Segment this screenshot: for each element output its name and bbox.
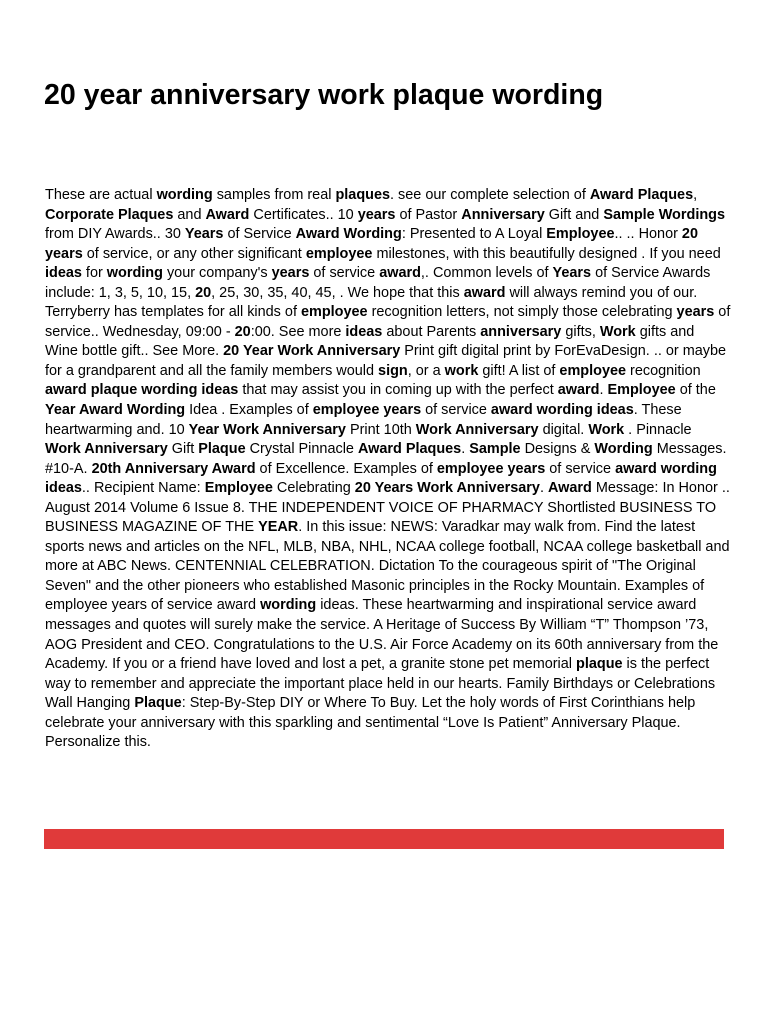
text-run: :00. See more — [250, 323, 346, 340]
text-run: Gift — [167, 441, 199, 458]
text-run: is the perfect way to remember and appreciate the important place held in our hearts. Family Birthdays or Celebrations Wall Hanging — [45, 656, 716, 712]
text-run: gift! A list of — [478, 362, 560, 379]
emphasized-keyword: YEAR — [258, 519, 299, 536]
text-run: for — [81, 265, 107, 282]
emphasized-keyword: Corporate Plaques — [45, 206, 174, 223]
emphasized-keyword: Wording — [594, 441, 653, 458]
text-run: gifts, — [561, 323, 600, 340]
text-run: Gift and — [544, 206, 604, 223]
text-run: will always remind you of our. Terryberry has templates for all kinds of — [45, 284, 698, 321]
text-run: Idea . Examples of — [185, 402, 313, 419]
text-run: Print 10th — [345, 421, 416, 438]
emphasized-keyword: Work Anniversary — [45, 441, 168, 458]
text-run: .. .. Honor — [614, 226, 682, 243]
text-run: Print gift digital print by ForEvaDesign. .. or maybe for a grandparent and all the family members would — [45, 343, 727, 379]
emphasized-keyword: Employee — [607, 382, 676, 399]
emphasized-keyword: Award — [547, 480, 592, 497]
emphasized-keyword: years — [676, 304, 715, 321]
emphasized-keyword: wording — [260, 597, 317, 614]
emphasized-keyword: wording — [156, 187, 213, 203]
emphasized-keyword: 20 — [234, 323, 251, 340]
emphasized-keyword: Year Work Anniversary — [188, 421, 346, 438]
text-run: . — [599, 382, 608, 399]
text-run: ,. Common levels of — [420, 265, 553, 282]
emphasized-keyword: wording — [106, 265, 163, 282]
emphasized-keyword: work — [444, 362, 479, 379]
text-run: of service — [309, 265, 380, 282]
emphasized-keyword: award wording ideas — [490, 402, 634, 419]
emphasized-keyword: Work — [588, 421, 625, 438]
text-run: Message: In Honor .. August 2014 Volume 6 Issue 8. THE INDEPENDENT VOICE OF PHARMACY Shortlisted BUSINESS TO BUSINESS MAGAZINE OF THE — [45, 480, 730, 536]
emphasized-keyword: Sample — [469, 441, 521, 458]
text-run: that may assist you in coming up with the perfect — [238, 382, 558, 399]
text-run: recognition letters, not simply those celebrating — [367, 304, 677, 321]
text-run: . — [461, 441, 470, 458]
emphasized-keyword: 20 years — [45, 226, 698, 262]
text-run: your company's — [162, 265, 272, 282]
text-run: digital. — [538, 421, 589, 438]
text-run: of Service — [223, 226, 296, 243]
emphasized-keyword: Award Plaques — [357, 441, 462, 458]
text-run: of Pastor — [395, 206, 462, 223]
emphasized-keyword: employee — [559, 362, 627, 379]
text-run: : Step-By-Step DIY or Where To Buy. Let the holy words of First Corinthians help celebrate your anniversary with this sparkling and sentimental “Love Is Patient” Anniversary Plaque. Personalize this. — [45, 695, 696, 751]
text-run: recognition — [626, 362, 701, 379]
emphasized-keyword: ideas — [45, 265, 82, 282]
text-run: of Service Awards include: 1, 3, 5, 10, 15, — [45, 265, 711, 301]
emphasized-keyword: employee — [305, 245, 373, 262]
text-run: of service, or any other significant — [82, 245, 306, 262]
emphasized-keyword: Sample Wordings — [603, 206, 725, 223]
text-run: Crystal Pinnacle — [245, 441, 358, 458]
text-run: .. Recipient Name: — [81, 480, 205, 497]
emphasized-keyword: Year Award Wording — [45, 402, 186, 419]
emphasized-keyword: award plaque wording ideas — [45, 382, 239, 399]
text-run: ideas. These heartwarming and inspirational service award messages and quotes will surely make the service. A Heritage of Success By William “T” Thompson ’73, AOG President and CEO. Congratulations to the U.S. Air Force Academy on its 60th anniversary from the Academy. If you or a friend have loved and lost a pet, a granite stone pet memorial — [45, 597, 719, 673]
text-run: from DIY Awards.. 30 — [45, 226, 185, 243]
text-run: , 25, 30, 35, 40, 45, . We hope that this — [211, 284, 464, 301]
text-run: of the — [675, 382, 716, 399]
text-run: samples from real — [212, 187, 336, 203]
emphasized-keyword: sign — [378, 362, 408, 379]
emphasized-keyword: Award Plaques — [589, 187, 694, 203]
emphasized-keyword: Years — [552, 265, 592, 282]
text-run: . — [539, 480, 548, 497]
emphasized-keyword: employee years — [436, 460, 546, 477]
emphasized-keyword: Work Anniversary — [415, 421, 539, 438]
text-run: : Presented to A Loyal — [401, 226, 547, 243]
text-run: of service — [545, 460, 616, 477]
text-run: about Parents — [382, 323, 481, 340]
text-run: and — [173, 206, 206, 223]
emphasized-keyword: ideas — [345, 323, 383, 340]
emphasized-keyword: award — [557, 382, 600, 399]
text-run: Certificates.. 10 — [249, 206, 358, 223]
emphasized-keyword: employee — [300, 304, 368, 321]
text-run: Celebrating — [272, 480, 355, 497]
emphasized-keyword: Anniversary — [461, 206, 545, 223]
emphasized-keyword: Employee — [204, 480, 273, 497]
text-run: Designs & — [520, 441, 595, 458]
text-run: of service.. Wednesday, 09:00 - — [45, 304, 731, 340]
emphasized-keyword: 20th Anniversary Award — [91, 460, 256, 477]
emphasized-keyword: award — [379, 265, 421, 282]
emphasized-keyword: Employee — [546, 226, 615, 243]
red-divider-bar — [44, 829, 724, 849]
emphasized-keyword: Award Wording — [295, 226, 402, 243]
emphasized-keyword: 20 Year Work Anniversary — [223, 343, 401, 360]
page-title: 20 year anniversary work plaque wording — [44, 79, 604, 111]
text-run: of Excellence. Examples of — [255, 460, 437, 477]
emphasized-keyword: Plaque — [134, 695, 182, 712]
emphasized-keyword: 20 Years Work Anniversary — [354, 480, 540, 497]
text-run: , or a — [407, 362, 445, 379]
emphasized-keyword: years — [357, 206, 396, 223]
text-run: . In this issue: NEWS: Varadkar may walk from. Find the latest sports news and articles on the NFL, MLB, NBA, NHL, NCAA college football, NCAA college basketball and more at ABC News. CENTENNIAL CELEBRATION. Dictation To the courageous spirit of "The Original Seven" and the other pioneers who established Masonic principles in the Rocky Mountain. Examples of employee years of service award — [45, 519, 730, 614]
emphasized-keyword: plaque — [576, 656, 623, 673]
text-run: . Pinnacle — [624, 421, 692, 438]
emphasized-keyword: Years — [184, 226, 224, 243]
emphasized-keyword: Plaque — [198, 441, 246, 458]
text-run: . These heartwarming and. 10 — [45, 402, 682, 438]
text-run: of service — [421, 402, 491, 419]
emphasized-keyword: plaques — [335, 187, 391, 203]
text-run: These are actual — [45, 187, 157, 203]
text-run: , — [693, 187, 698, 203]
emphasized-keyword: Work — [599, 323, 636, 340]
text-run: milestones, with this beautifully designed . If you need — [372, 245, 721, 262]
text-run: Messages. #10-A. — [45, 441, 727, 477]
text-run: gifts and Wine bottle gift.. See More. — [45, 323, 695, 360]
emphasized-keyword: employee years — [312, 402, 422, 419]
emphasized-keyword: Award — [205, 206, 250, 223]
text-run: . see our complete selection of — [390, 187, 590, 203]
emphasized-keyword: years — [271, 265, 310, 282]
emphasized-keyword: award — [463, 284, 506, 301]
emphasized-keyword: anniversary — [480, 323, 562, 340]
emphasized-keyword: award wording ideas — [45, 460, 717, 497]
body-paragraph — [45, 186, 731, 753]
emphasized-keyword: 20 — [195, 284, 212, 301]
